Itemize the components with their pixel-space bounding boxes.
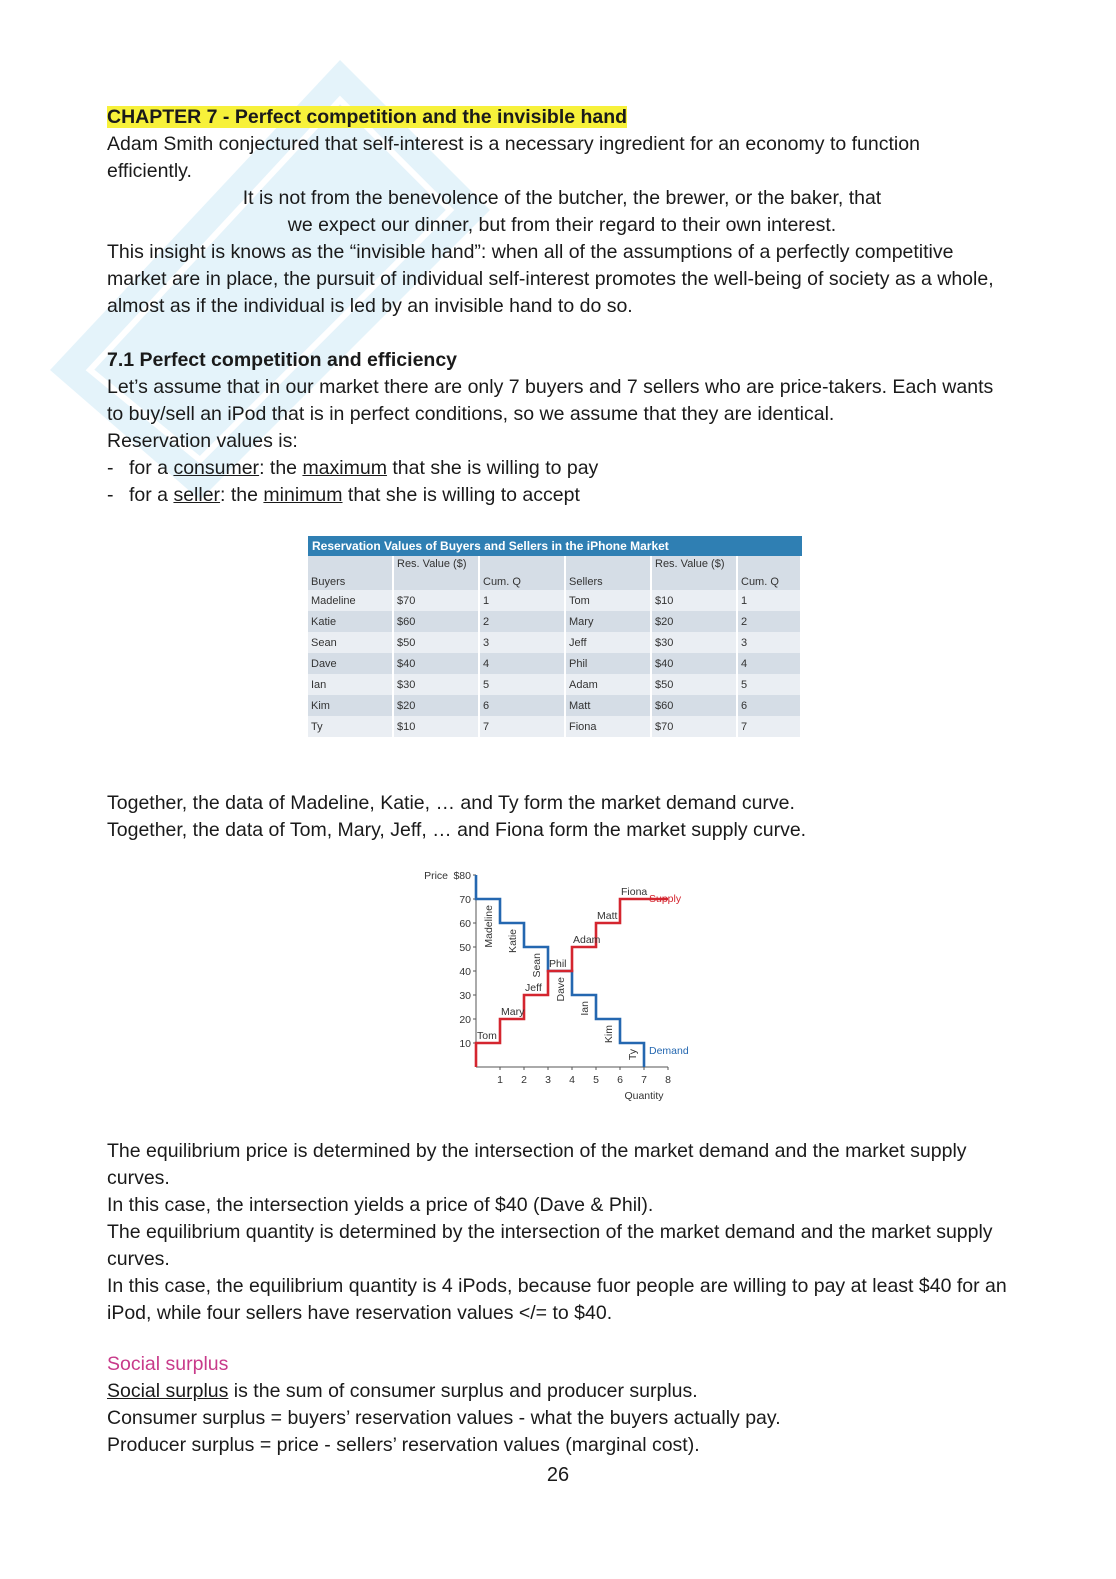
demand-point-label: Ty [627, 1049, 639, 1061]
eq-paragraph-3: The equilibrium quantity is determined by the intersection of the market demand and the market supply curves. [107, 1221, 993, 1270]
equilibrium-text [107, 1138, 1007, 1459]
table-header: Sellers [565, 556, 651, 590]
supply-legend-label: Supply [649, 893, 682, 905]
table-header: Res. Value ($) [393, 556, 479, 590]
section-title: 7.1 Perfect competition and efficiency [107, 349, 458, 371]
demand-point-label: Sean [531, 953, 543, 978]
x-tick-label: 5 [593, 1074, 599, 1086]
reservation-table [308, 536, 802, 737]
producer-surplus-definition: Producer surplus = price - sellers’ reservation values (marginal cost). [107, 1434, 700, 1456]
supply-sentence: Together, the data of Tom, Mary, Jeff, … and Fiona form the market supply curve. [107, 819, 807, 841]
reservation-intro: Reservation values is: [107, 430, 298, 452]
x-tick-label: 3 [545, 1074, 551, 1086]
supply-point-label: Fiona [621, 886, 648, 898]
chapter-title: CHAPTER 7 - Perfect competition and the invisible hand [107, 106, 628, 128]
reservation-list [107, 455, 1007, 509]
intro-paragraph: Adam Smith conjectured that self-interest is a necessary ingredient for an economy to function efficiently. [107, 133, 920, 182]
x-axis-label: Quantity [624, 1090, 664, 1102]
x-tick-label: 4 [569, 1074, 575, 1086]
demand-point-label: Katie [507, 929, 519, 953]
consumer-surplus-definition: Consumer surplus = buyers’ reservation values - what the buyers actually pay. [107, 1407, 781, 1429]
page-content [107, 104, 1007, 509]
table-row: Dave $40 4 Phil $40 4 [308, 653, 801, 674]
table-row: Madeline $70 1 Tom $10 1 [308, 590, 801, 611]
demand-point-label: Dave [555, 977, 567, 1002]
table-header: Cum. Q [479, 556, 565, 590]
eq-paragraph-4: In this case, the equilibrium quantity is 4 iPods, because fuor people are willing to pay at least $40 for an iPod, while four sellers have reservation values </= to $40. [107, 1275, 1007, 1324]
table-header: Res. Value ($) [651, 556, 737, 590]
x-tick-label: 7 [641, 1074, 647, 1086]
table-row: Kim $20 6 Matt $60 6 [308, 695, 801, 716]
y-tick-label: 60 [459, 918, 471, 930]
supply-point-label: Matt [597, 910, 618, 922]
supply-point-label: Tom [477, 1030, 497, 1042]
supply-point-label: Phil [549, 958, 567, 970]
y-tick-label: $80 [453, 870, 471, 882]
x-tick-label: 8 [665, 1074, 671, 1086]
demand-sentence: Together, the data of Madeline, Katie, … and Ty form the market demand curve. [107, 792, 795, 814]
table-header: Cum. Q [737, 556, 801, 590]
supply-demand-chart [408, 864, 708, 1104]
table-row: Sean $50 3 Jeff $30 3 [308, 632, 801, 653]
demand-point-label: Kim [603, 1025, 615, 1044]
table-header: Buyers [308, 556, 393, 590]
section-paragraph: Let’s assume that in our market there are only 7 buyers and 7 sellers who are price-takers. Each wants to buy/sell an iPod that is in perfect conditions, so we assume that they are identical. [107, 376, 994, 425]
demand-point-label: Ian [579, 1001, 591, 1016]
list-item: - for a consumer: the maximum that she is willing to pay [107, 455, 1007, 482]
table-row: Ty $10 7 Fiona $70 7 [308, 716, 801, 737]
y-tick-label: 20 [459, 1014, 471, 1026]
y-tick-label: 30 [459, 990, 471, 1002]
curve-text [107, 790, 1007, 844]
invisible-hand-paragraph: This insight is knows as the “invisible hand”: when all of the assumptions of a perfectly competitive market are in place, the pursuit of individual self-interest promotes the well-being of society as a whole, almost as if the individual is led by an invisible hand to do so. [107, 241, 994, 317]
y-tick-label: 70 [459, 894, 471, 906]
quote-line-1: It is not from the benevolence of the butcher, the brewer, or the baker, that [242, 187, 882, 209]
supply-point-label: Jeff [525, 982, 542, 994]
x-tick-label: 2 [521, 1074, 527, 1086]
table-caption: Reservation Values of Buyers and Sellers in the iPhone Market [308, 536, 802, 556]
social-surplus-heading: Social surplus [107, 1353, 229, 1375]
x-tick-label: 1 [497, 1074, 503, 1086]
supply-point-label: Mary [501, 1006, 525, 1018]
y-axis-label: Price [424, 870, 448, 882]
supply-point-label: Adam [573, 934, 601, 946]
social-surplus-definition: Social surplus is the sum of consumer surplus and producer surplus. [107, 1380, 698, 1402]
page-number: 26 [546, 1464, 570, 1486]
y-tick-label: 50 [459, 942, 471, 954]
list-item: - for a seller: the minimum that she is willing to accept [107, 482, 1007, 509]
table-row: Ian $30 5 Adam $50 5 [308, 674, 801, 695]
demand-point-label: Madeline [483, 905, 495, 948]
eq-paragraph-2: In this case, the intersection yields a price of $40 (Dave & Phil). [107, 1194, 654, 1216]
y-tick-label: 10 [459, 1038, 471, 1050]
demand-legend-label: Demand [649, 1045, 689, 1058]
table-row: Katie $60 2 Mary $20 2 [308, 611, 801, 632]
eq-paragraph-1: The equilibrium price is determined by the intersection of the market demand and the market supply curves. [107, 1140, 967, 1189]
y-tick-label: 40 [459, 966, 471, 978]
x-tick-label: 6 [617, 1074, 623, 1086]
quote-line-2: we expect our dinner, but from their regard to their own interest. [287, 214, 837, 236]
